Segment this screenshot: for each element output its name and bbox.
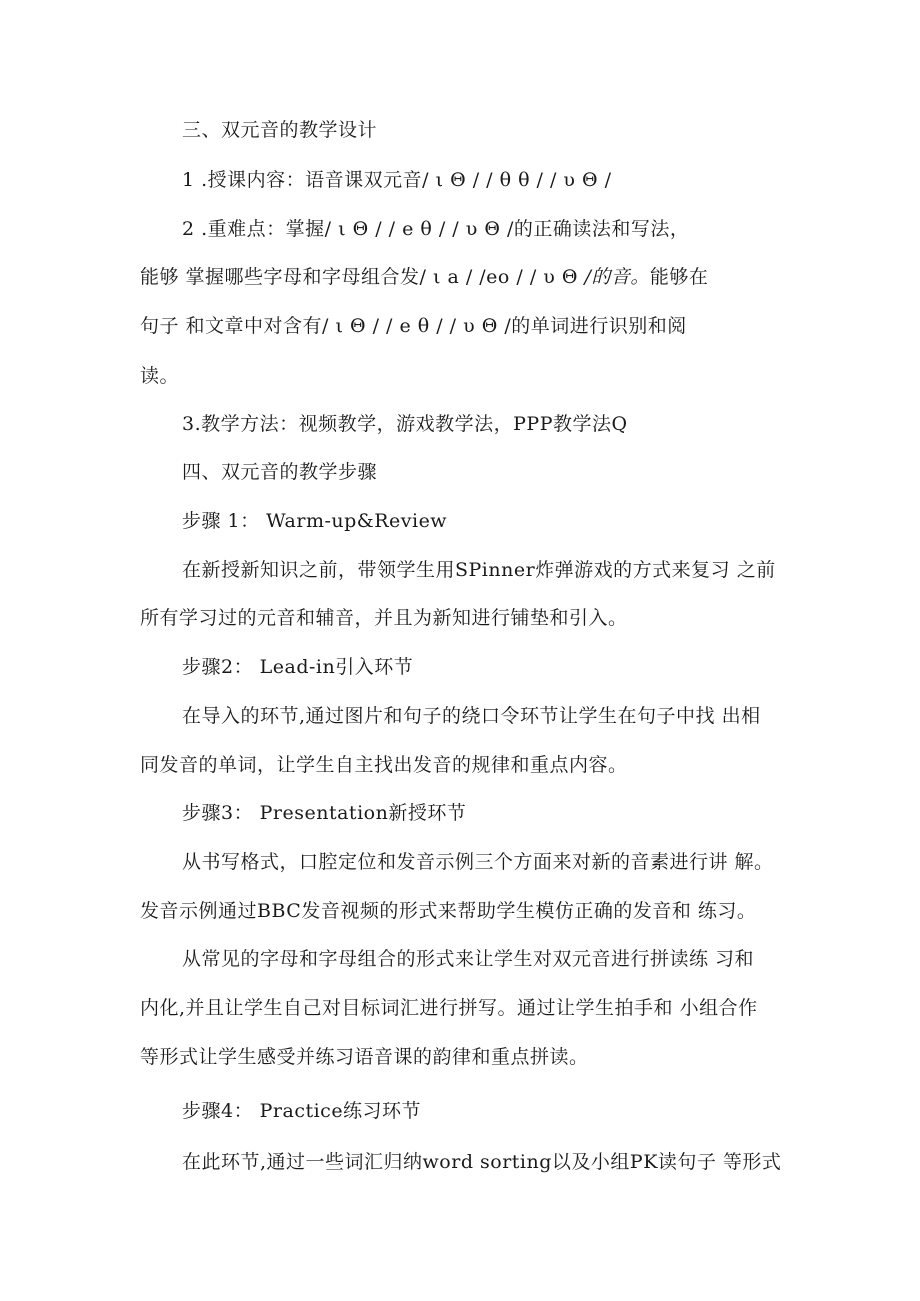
section-heading-steps: 四、双元音的教学步骤 — [182, 461, 378, 483]
key-points-line2-normal: 能够 掌握哪些字母和字母组合发/ ι a / /eo / / υ Θ — [140, 266, 585, 288]
item-content: 1 .授课内容：语音课双元音/ ι Θ / / θ θ / / υ Θ / — [182, 169, 612, 191]
step1-title: 步骤 1： Warm-up&Review — [182, 510, 448, 532]
step3-paragraph2-line2: 内化,并且让学生自己对目标词汇进行拼写。通过让学生拍手和 小组合作 — [140, 997, 758, 1019]
item-key-points-line4: 读。 — [140, 365, 180, 387]
item-key-points-line1: 2 .重难点：掌握/ ι Θ / / e θ / / υ Θ /的正确读法和写法， — [182, 218, 690, 240]
step3-paragraph2-line3: 等形式让学生感受并练习语音课的韵律和重点拼读。 — [140, 1046, 589, 1068]
step2-paragraph-line1: 在导入的环节,通过图片和句子的绕口令环节让学生在句子中找 出相 — [182, 705, 761, 727]
key-points-line2-italic: /的音。 — [584, 266, 650, 288]
step4-title: 步骤4： Practice练习环节 — [182, 1100, 422, 1122]
item-key-points-line2 — [140, 265, 708, 289]
key-points-line2-tail: 能够在 — [649, 266, 709, 288]
item-key-points-line3: 句子 和文章中对含有/ ι Θ / / e θ / / υ Θ /的单词进行识别和阅 — [140, 315, 687, 337]
step3-paragraph2-line1: 从常见的字母和字母组合的形式来让学生对双元音进行拼读练 习和 — [182, 948, 755, 970]
step1-paragraph-line2: 所有学习过的元音和辅音，并且为新知进行铺垫和引入。 — [140, 607, 628, 629]
item-teaching-methods: 3.教学方法：视频教学，游戏教学法，PPP教学法Q — [182, 413, 628, 435]
section-heading-design: 三、双元音的教学设计 — [182, 119, 378, 141]
step3-paragraph1-line2: 发音示例通过BBC发音视频的形式来帮助学生模仿正确的发音和 练习。 — [140, 900, 757, 922]
step2-paragraph-line2: 同发音的单词，让学生自主找出发音的规律和重点内容。 — [140, 754, 628, 776]
step3-title: 步骤3： Presentation新授环节 — [182, 802, 467, 824]
step1-paragraph-line1: 在新授新知识之前，带领学生用SPinner炸弹游戏的方式来复习 之前 — [182, 559, 776, 581]
step2-title: 步骤2： Lead-in引入环节 — [182, 656, 414, 678]
step3-paragraph1-line1: 从书写格式，口腔定位和发音示例三个方面来对新的音素进行讲 解。 — [182, 851, 774, 873]
step4-paragraph-line1: 在此环节,通过一些词汇归纳word sorting以及小组PK读句子 等形式 — [182, 1151, 782, 1173]
